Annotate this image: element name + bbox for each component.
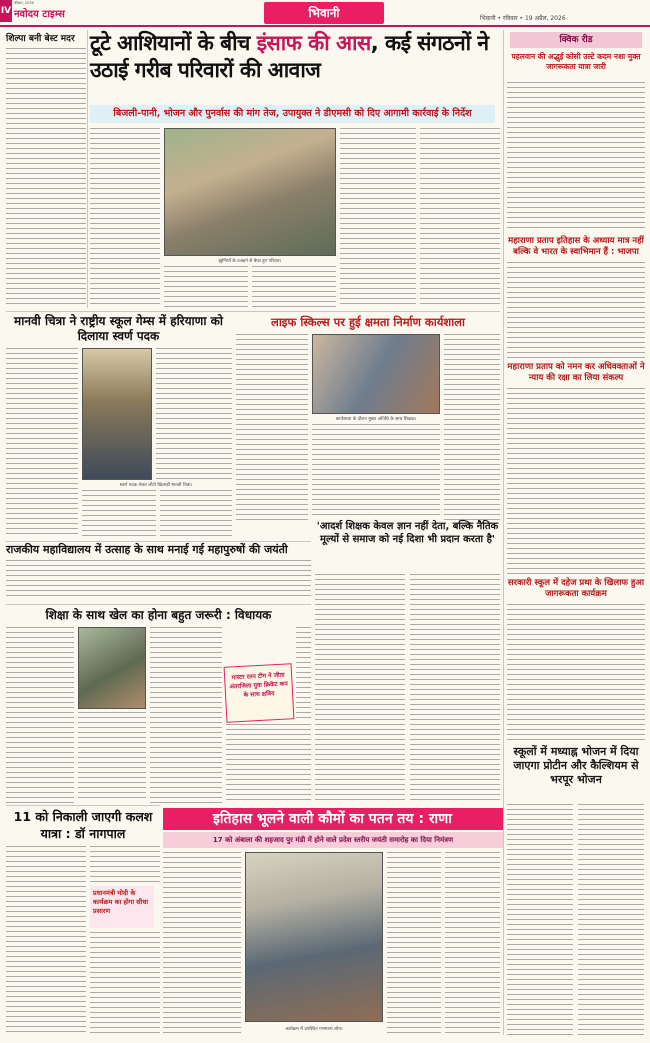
- section-divider: [6, 311, 500, 312]
- lead-subheadline: बिजली-पानी, भोजन और पुनर्वास की मांग तेज, उपायुक्त ने डीएमसी को दिए आगामी कार्रवाई के निर्देश: [90, 105, 495, 123]
- manvi-photo: [82, 348, 152, 480]
- itihas-body-3: [445, 852, 500, 1036]
- manvi-body-4: [160, 490, 232, 538]
- masthead-divider: [0, 25, 650, 27]
- life-skills-caption: कार्यशाला के दौरान मुख्य अतिथि के साथ शिक्षक।: [335, 417, 417, 422]
- section-divider: [6, 604, 311, 605]
- life-skills-body-2: [444, 334, 500, 520]
- life-skills-body-3: [312, 424, 440, 518]
- kalash-body-1: [6, 846, 86, 1036]
- right-body-5a: [507, 804, 573, 1036]
- edition-label: भिवानी: [264, 2, 384, 24]
- masthead-date-info: भिवानी • रविवार • 19 अप्रैल, 2026: [480, 15, 566, 22]
- lead-photo-caption: झुग्गियों के उजड़ने से बेघर हुए परिवार।: [218, 259, 282, 264]
- shiksha-body-3: [150, 627, 222, 803]
- right-body-2: [507, 262, 645, 358]
- shiksha-photo: [78, 627, 146, 709]
- life-skills-body-1: [236, 334, 308, 520]
- pm-inset: प्रधानमंत्री मोदी के कार्यक्रम का होगा सीधा प्रसारण: [90, 886, 154, 928]
- kalash-body-3: [90, 932, 160, 1036]
- quote-body-2: [410, 574, 500, 804]
- kalash-headline: 11 को निकाली जाएगी कलश यात्रा : डॉ नागपाल: [13, 809, 153, 841]
- section-divider: [6, 541, 311, 542]
- itihas-photo: [245, 852, 383, 1022]
- right-body-4: [507, 604, 645, 740]
- rajkiya-headline: राजकीय महाविद्यालय में उत्साह के साथ मनाई गई महापुरुषों की जयंती: [6, 543, 288, 556]
- section-divider: [6, 805, 160, 806]
- shiksha-body-5: [296, 627, 311, 722]
- right-column-divider: [503, 30, 504, 1035]
- life-skills-photo: [312, 334, 440, 414]
- itihas-body-1: [163, 852, 241, 1036]
- manvi-body-3: [82, 490, 156, 538]
- manvi-headline: मानवी चित्रा ने राष्ट्रीय स्कूल गेम्स में हरियाणा को दिलाया स्वर्ण पदक: [14, 314, 223, 343]
- paper-date: रविवार, 2026: [14, 1, 34, 5]
- itihas-caption: कार्यक्रम में उपस्थित गणमान्य लोग।: [285, 1027, 343, 1032]
- itihas-headline: इतिहास भूलने वाली कौमों का पतन तय : राणा: [213, 811, 452, 827]
- right-headline-1: पहलवान की अद्भुई कोसी उल्टे कदम नशा मुक्त जागरूकता यात्रा जारी: [511, 52, 641, 71]
- quick-read-kicker: क्विक रीड: [510, 32, 642, 48]
- shiksha-body-2: [78, 712, 146, 802]
- quote-headline: 'आदर्श शिक्षक केवल ज्ञान नहीं देता, बल्कि नैतिक मूल्यों से समाज को नई दिशा भी प्रदान करता है': [316, 521, 499, 545]
- right-body-3: [507, 388, 645, 574]
- right-body-5b: [578, 804, 644, 1036]
- right-headline-5: स्कूलों में मध्याह्न भोजन में दिया जाएगा प्रोटीन और कैल्शियम से भरपूर भोजन: [513, 745, 639, 786]
- manvi-body-2: [156, 348, 232, 480]
- lead-body-col-5: [340, 128, 416, 308]
- top-left-headline: शिल्पा बनी बेस्ट मदर: [6, 34, 75, 44]
- lead-body-col-4: [252, 266, 336, 308]
- page-number: IV: [0, 0, 12, 22]
- column-divider: [87, 30, 88, 308]
- shiksha-headline: शिक्षा के साथ खेल का होना बहुत जरूरी : विधायक: [45, 608, 272, 622]
- life-skills-headline: लाइफ स्किल्स पर हुई क्षमता निर्माण कार्यशाला: [271, 315, 465, 329]
- quote-body-1: [315, 574, 405, 804]
- right-body-1: [507, 82, 645, 232]
- top-left-body: [6, 48, 86, 308]
- manvi-body-1: [6, 348, 78, 538]
- lead-headline: टूटे आशियानों के बीच इंसाफ की आस, कई संगठनों ने उठाई गरीब परिवारों की आवाज: [90, 31, 489, 82]
- itihas-body-2: [387, 852, 441, 1036]
- kalash-body-2: [90, 846, 160, 884]
- lead-body-col-1: [90, 128, 160, 308]
- itihas-subheadline: 17 को अंबाला की शहजाद पुर मंडी में होने वाले प्रदेश स्तरीय जयंती समारोह का दिया निमंत्रण: [163, 832, 503, 848]
- lead-body-col-6: [420, 128, 500, 308]
- lead-photo: [164, 128, 336, 256]
- right-headline-3: महाराणा प्रताप को नमन कर अधिवक्ताओं ने न्याय की रक्षा का लिया संकल्प: [507, 362, 645, 383]
- lead-body-col-3: [164, 266, 248, 308]
- shiksha-body-4: [226, 724, 311, 804]
- right-headline-2: महाराणा प्रताप इतिहास के अध्याय मात्र नहीं बल्कि वे भारत के स्वाभिमान हैं : भाजपा: [508, 236, 644, 257]
- manvi-photo-caption: स्वर्ण पदक लेकर लौटी खिलाड़ी मानवी चित्रा।: [119, 483, 193, 488]
- paper-name: नवोदय टाइम्स: [14, 9, 65, 20]
- rajkiya-body: [6, 560, 311, 600]
- right-headline-4: सरकारी स्कूल में दहेज प्रथा के खिलाफ हुआ जागरूकता कार्यक्रम: [507, 578, 645, 599]
- shiksha-body-1: [6, 627, 74, 803]
- cricket-inset: मास्टर रतन टीम ने जीता अंतरजिला युवा क्रिकेट कप के साथ क्षत्रिय: [224, 663, 295, 722]
